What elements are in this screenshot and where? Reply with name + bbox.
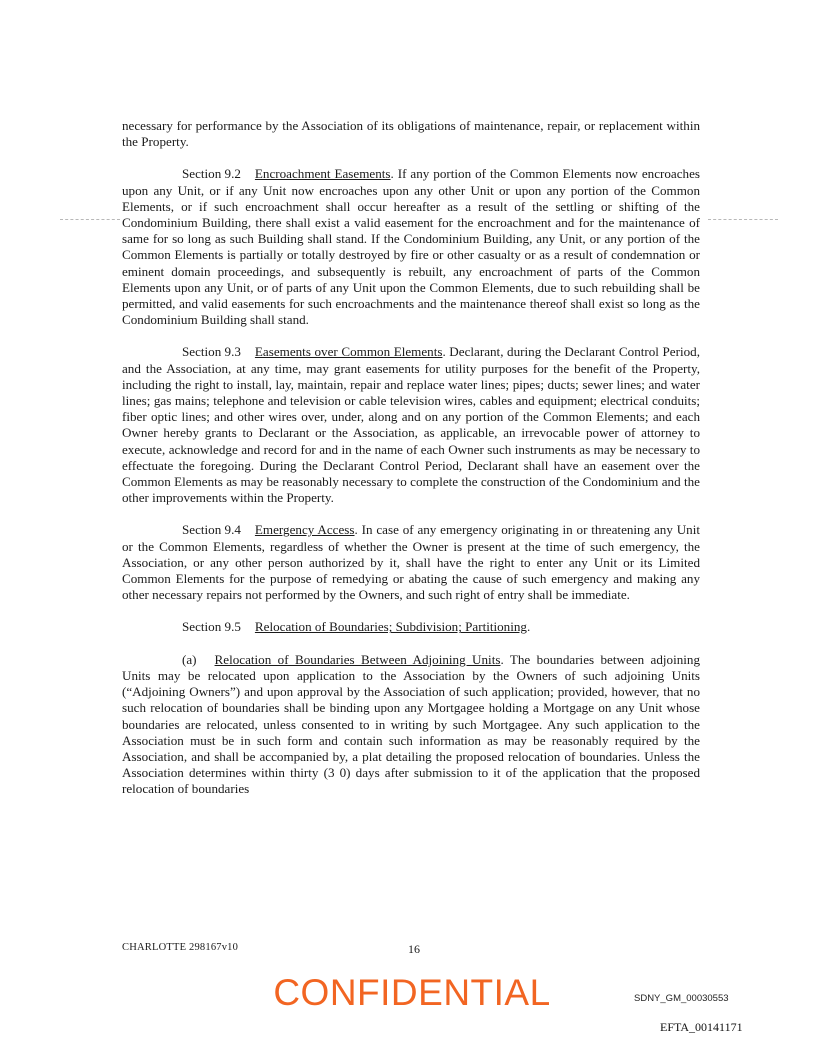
subsection-a	[122, 652, 700, 798]
section-heading: Encroachment Easements	[254, 166, 391, 182]
section-9-3	[122, 344, 700, 506]
subsection-text: . The boundaries between adjoining Units may be relocated upon application to the Association by the Owners of such adjoining Units (“Adjoining Owners”) and upon approval by the Association of such application; provided, however, that no such relocation of boundaries shall be binding upon any Mortgagee holding a Mortgage on any Unit whose boundaries are relocated, unless consented to in writing by such Mortgagee. Any such application to the Association must be in such form and contain such information as may be reasonably required by the Association, and shall be accompanied by, a plat detailing the proposed relocation of boundaries. Unless the Association determines within thirty (3 0) days after submission to it of the application that the proposed relocation of boundaries	[122, 651, 700, 797]
scan-artifact-line	[60, 219, 120, 220]
section-number: Section 9.5	[182, 619, 241, 635]
subsection-label: (a)	[182, 651, 197, 667]
intro-paragraph: necessary for performance by the Association of its obligations of maintenance, repair, or replacement within the Property.	[122, 118, 700, 150]
section-heading: Relocation of Boundaries; Subdivision; Partitioning	[254, 619, 527, 635]
section-9-4	[122, 522, 700, 603]
section-heading: Easements over Common Elements	[254, 344, 443, 360]
section-heading: Emergency Access	[254, 522, 355, 538]
section-number: Section 9.3	[182, 344, 241, 360]
section-text: .	[526, 619, 531, 635]
section-number: Section 9.4	[182, 522, 241, 538]
section-text: . Declarant, during the Declarant Control Period, and the Association, at any time, may grant easements for utility purposes for the benefit of the Property, including the right to install, lay, maintain, repair and replace water lines; pipes; ducts; sewer lines; and water lines; gas mains; telephone and television or cable television wires, cables and equipment; electrical conduits; fiber optic lines; and other wires over, under, along and on any portion of the Common Elements; and each Owner hereby grants to Declarant or the Association, as applicable, an irrevocable power of attorney to execute, acknowledge and record for and in the name of each Owner such instruments as may be necessary to effectuate the foregoing. During the Declarant Control Period, Declarant shall have an easement over the Common Elements as may be reasonably necessary to complete the construction of the Condominium and the other improvements within the Property.	[122, 344, 700, 506]
bates-number: SDNY_GM_00030553	[634, 993, 729, 1004]
efta-number: EFTA_00141171	[660, 1020, 743, 1034]
scan-artifact-line	[708, 219, 778, 220]
section-text: . In case of any emergency originating in or threatening any Unit or the Common Elements, regardless of whether the Owner is present at the time of such emergency, the Association, or any other person authorized by it, shall have the right to enter any Unit or its Limited Common Elements for the purpose of remedying or abating the cause of such emergency and making any other necessary repairs not performed by the Owners, and such right of entry shall be immediate.	[122, 522, 701, 603]
section-text: . If any portion of the Common Elements now encroaches upon any Unit, or if any Unit now encroaches upon any other Unit or upon any portion of the Common Elements, or if such encroachment shall occur hereafter as a result of the settling or shifting of the Condominium Building, there shall exist a valid easement for the encroachment and for the maintenance of same for so long as such Building shall stand. If the Condominium Building, any Unit, or any portion of the Common Elements is partially or totally destroyed by fire or other casualty or as a result of condemnation or eminent domain proceedings, and subsequently is rebuilt, any encroachment of parts of the Common Elements upon any Unit, or of parts of any Unit upon the Common Elements, due to such rebuilding shall be permitted, and valid easements for such encroachments and the maintenance thereof shall exist so long as the Condominium Building shall stand.	[122, 166, 700, 328]
footer-page-number: 16	[408, 942, 420, 956]
section-number: Section 9.2	[182, 166, 241, 182]
section-9-5	[122, 619, 700, 635]
footer-document-id: CHARLOTTE 298167v10	[122, 942, 239, 953]
subsection-heading: Relocation of Boundaries Between Adjoining Units	[214, 651, 501, 667]
confidential-stamp: CONFIDENTIAL	[273, 972, 551, 1013]
section-9-2	[122, 166, 700, 328]
document-body	[122, 118, 700, 814]
